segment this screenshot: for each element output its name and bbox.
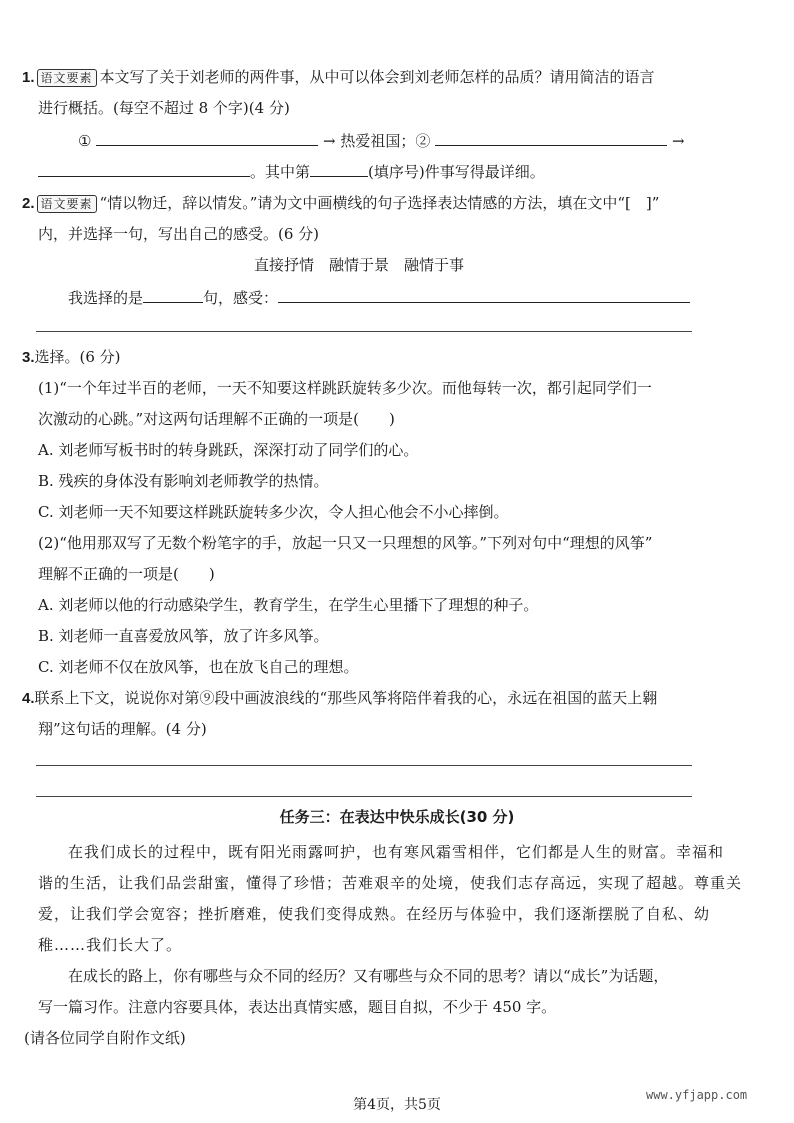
task3-para1-line3: 爱，让我们学会宽容；挫折磨难，使我们变得成熟。在经历与体验中，我们逐渐摆脱了自私、幼 — [38, 905, 711, 923]
arrow-icon: → — [671, 132, 685, 150]
q3-p2-option-b[interactable]: B. 刘老师一直喜爱放风筝，放了许多风筝。 — [38, 627, 329, 645]
q2-tag: 语文要素 — [37, 195, 97, 213]
q3-p1-line2: 次激动的心跳。”对这两句话理解不正确的一项是( ) — [38, 410, 395, 428]
q4-number: 4. — [22, 690, 35, 707]
q3-number: 3. — [22, 349, 35, 366]
q3-p1-option-a[interactable]: A. 刘老师写板书时的转身跳跃，深深打动了同学们的心。 — [38, 441, 419, 459]
q2-choose-b: 句，感受： — [203, 289, 279, 307]
q2-number: 2. — [22, 195, 35, 212]
q3-p1-option-b[interactable]: B. 残疾的身体没有影响刘老师教学的热情。 — [38, 472, 329, 490]
page-number: 第4页，共5页 — [353, 1097, 441, 1113]
q4-line2: 翔”这句话的理解。(4 分) — [38, 720, 207, 738]
q4-answer-line-2[interactable] — [36, 796, 692, 797]
q1-answer-row — [78, 131, 685, 150]
q2-blank-sentence[interactable] — [143, 288, 203, 303]
q3-p2-line2: 理解不正确的一项是( ) — [38, 565, 215, 583]
q4-answer-line-1[interactable] — [36, 765, 692, 766]
q1-line1 — [22, 68, 655, 87]
watermark: www.yfjapp.com — [646, 1088, 748, 1102]
q1-blank-1[interactable] — [96, 131, 318, 146]
q2-line2: 内，并选择一句，写出自己的感受。(6 分) — [38, 225, 320, 243]
task3-para2-line2: 写一篇习作。注意内容要具体，表达出真情实感，题目自拟，不少于 450 字。 — [38, 998, 557, 1016]
q1-text-1: 本文写了关于刘老师的两件事，从中可以体会到刘老师怎样的品质？请用简洁的语言 — [99, 68, 655, 86]
q1-blank-3[interactable] — [38, 162, 250, 177]
q3-p1-line1: (1)“一个年过半百的老师，一天不知要这样跳跃旋转多少次。而他每转一次，都引起同学们一 — [38, 379, 652, 397]
q1-answer-row-2 — [38, 162, 545, 181]
q1-blank-2[interactable] — [435, 131, 667, 146]
q3-p2-line1: (2)“他用那双写了无数个粉笔字的手，放起一只又一只理想的风筝。”下列对句中“理想的风筝” — [38, 534, 653, 552]
q1-number: 1. — [22, 69, 35, 86]
q4-text-1: 联系上下文，说说你对第⑨段中画波浪线的“那些风筝将陪伴着我的心，永远在祖国的蓝天上翱 — [34, 689, 658, 707]
q2-blank-feeling[interactable] — [278, 288, 690, 303]
q1-tail-b: (填序号)件事写得最详细。 — [368, 163, 545, 181]
task3-para1-line4: 稚……我们长大了。 — [38, 936, 183, 954]
q2-choose-row — [68, 288, 690, 307]
q1-given: 热爱祖国；② — [340, 132, 431, 150]
q3-p1-option-c[interactable]: C. 刘老师一天不知要这样跳跃旋转多少次，令人担心他会不小心摔倒。 — [38, 503, 509, 521]
task3-note: (请各位同学自附作文纸) — [24, 1029, 186, 1047]
q3-title-row — [22, 348, 121, 367]
arrow-icon: → — [323, 132, 336, 150]
q2-options: 直接抒情 融情于景 融情于事 — [254, 256, 465, 274]
task3-para2-line1: 在成长的路上，你有哪些与众不同的经历？又有哪些与众不同的思考？请以“成长”为话题， — [68, 967, 669, 985]
task3-title: 任务三：在表达中快乐成长(30 分) — [279, 808, 515, 826]
q3-p2-option-c[interactable]: C. 刘老师不仅在放风筝，也在放飞自己的理想。 — [38, 658, 359, 676]
task3-para1-line2: 谐的生活，让我们品尝甜蜜，懂得了珍惜；苦难艰辛的处境，使我们志存高远，实现了超越。尊重关 — [38, 874, 743, 892]
q2-choose-a: 我选择的是 — [68, 289, 144, 307]
q4-line1-row — [22, 689, 657, 708]
q2-answer-line[interactable] — [36, 331, 692, 332]
q1-blank-4[interactable] — [310, 162, 368, 177]
q3-p2-option-a[interactable]: A. 刘老师以他的行动感染学生，教育学生，在学生心里播下了理想的种子。 — [38, 596, 539, 614]
q1-line2: 进行概括。(每空不超过 8 个字)(4 分) — [38, 99, 290, 117]
q2-text-1: “情以物迁，辞以情发。”请为文中画横线的句子选择表达情感的方法，填在文中“[ ]” — [99, 194, 660, 212]
task3-para1-line1: 在我们成长的过程中，既有阳光雨露呵护，也有寒风霜雪相伴，它们都是人生的财富。幸福和 — [68, 843, 725, 861]
q2-line1 — [22, 194, 659, 213]
q1-tag: 语文要素 — [37, 69, 97, 87]
q1-tail-a: 。其中第 — [250, 163, 311, 181]
q1-circle-1: ① — [78, 132, 92, 150]
q3-title: 选择。(6 分) — [34, 348, 121, 366]
